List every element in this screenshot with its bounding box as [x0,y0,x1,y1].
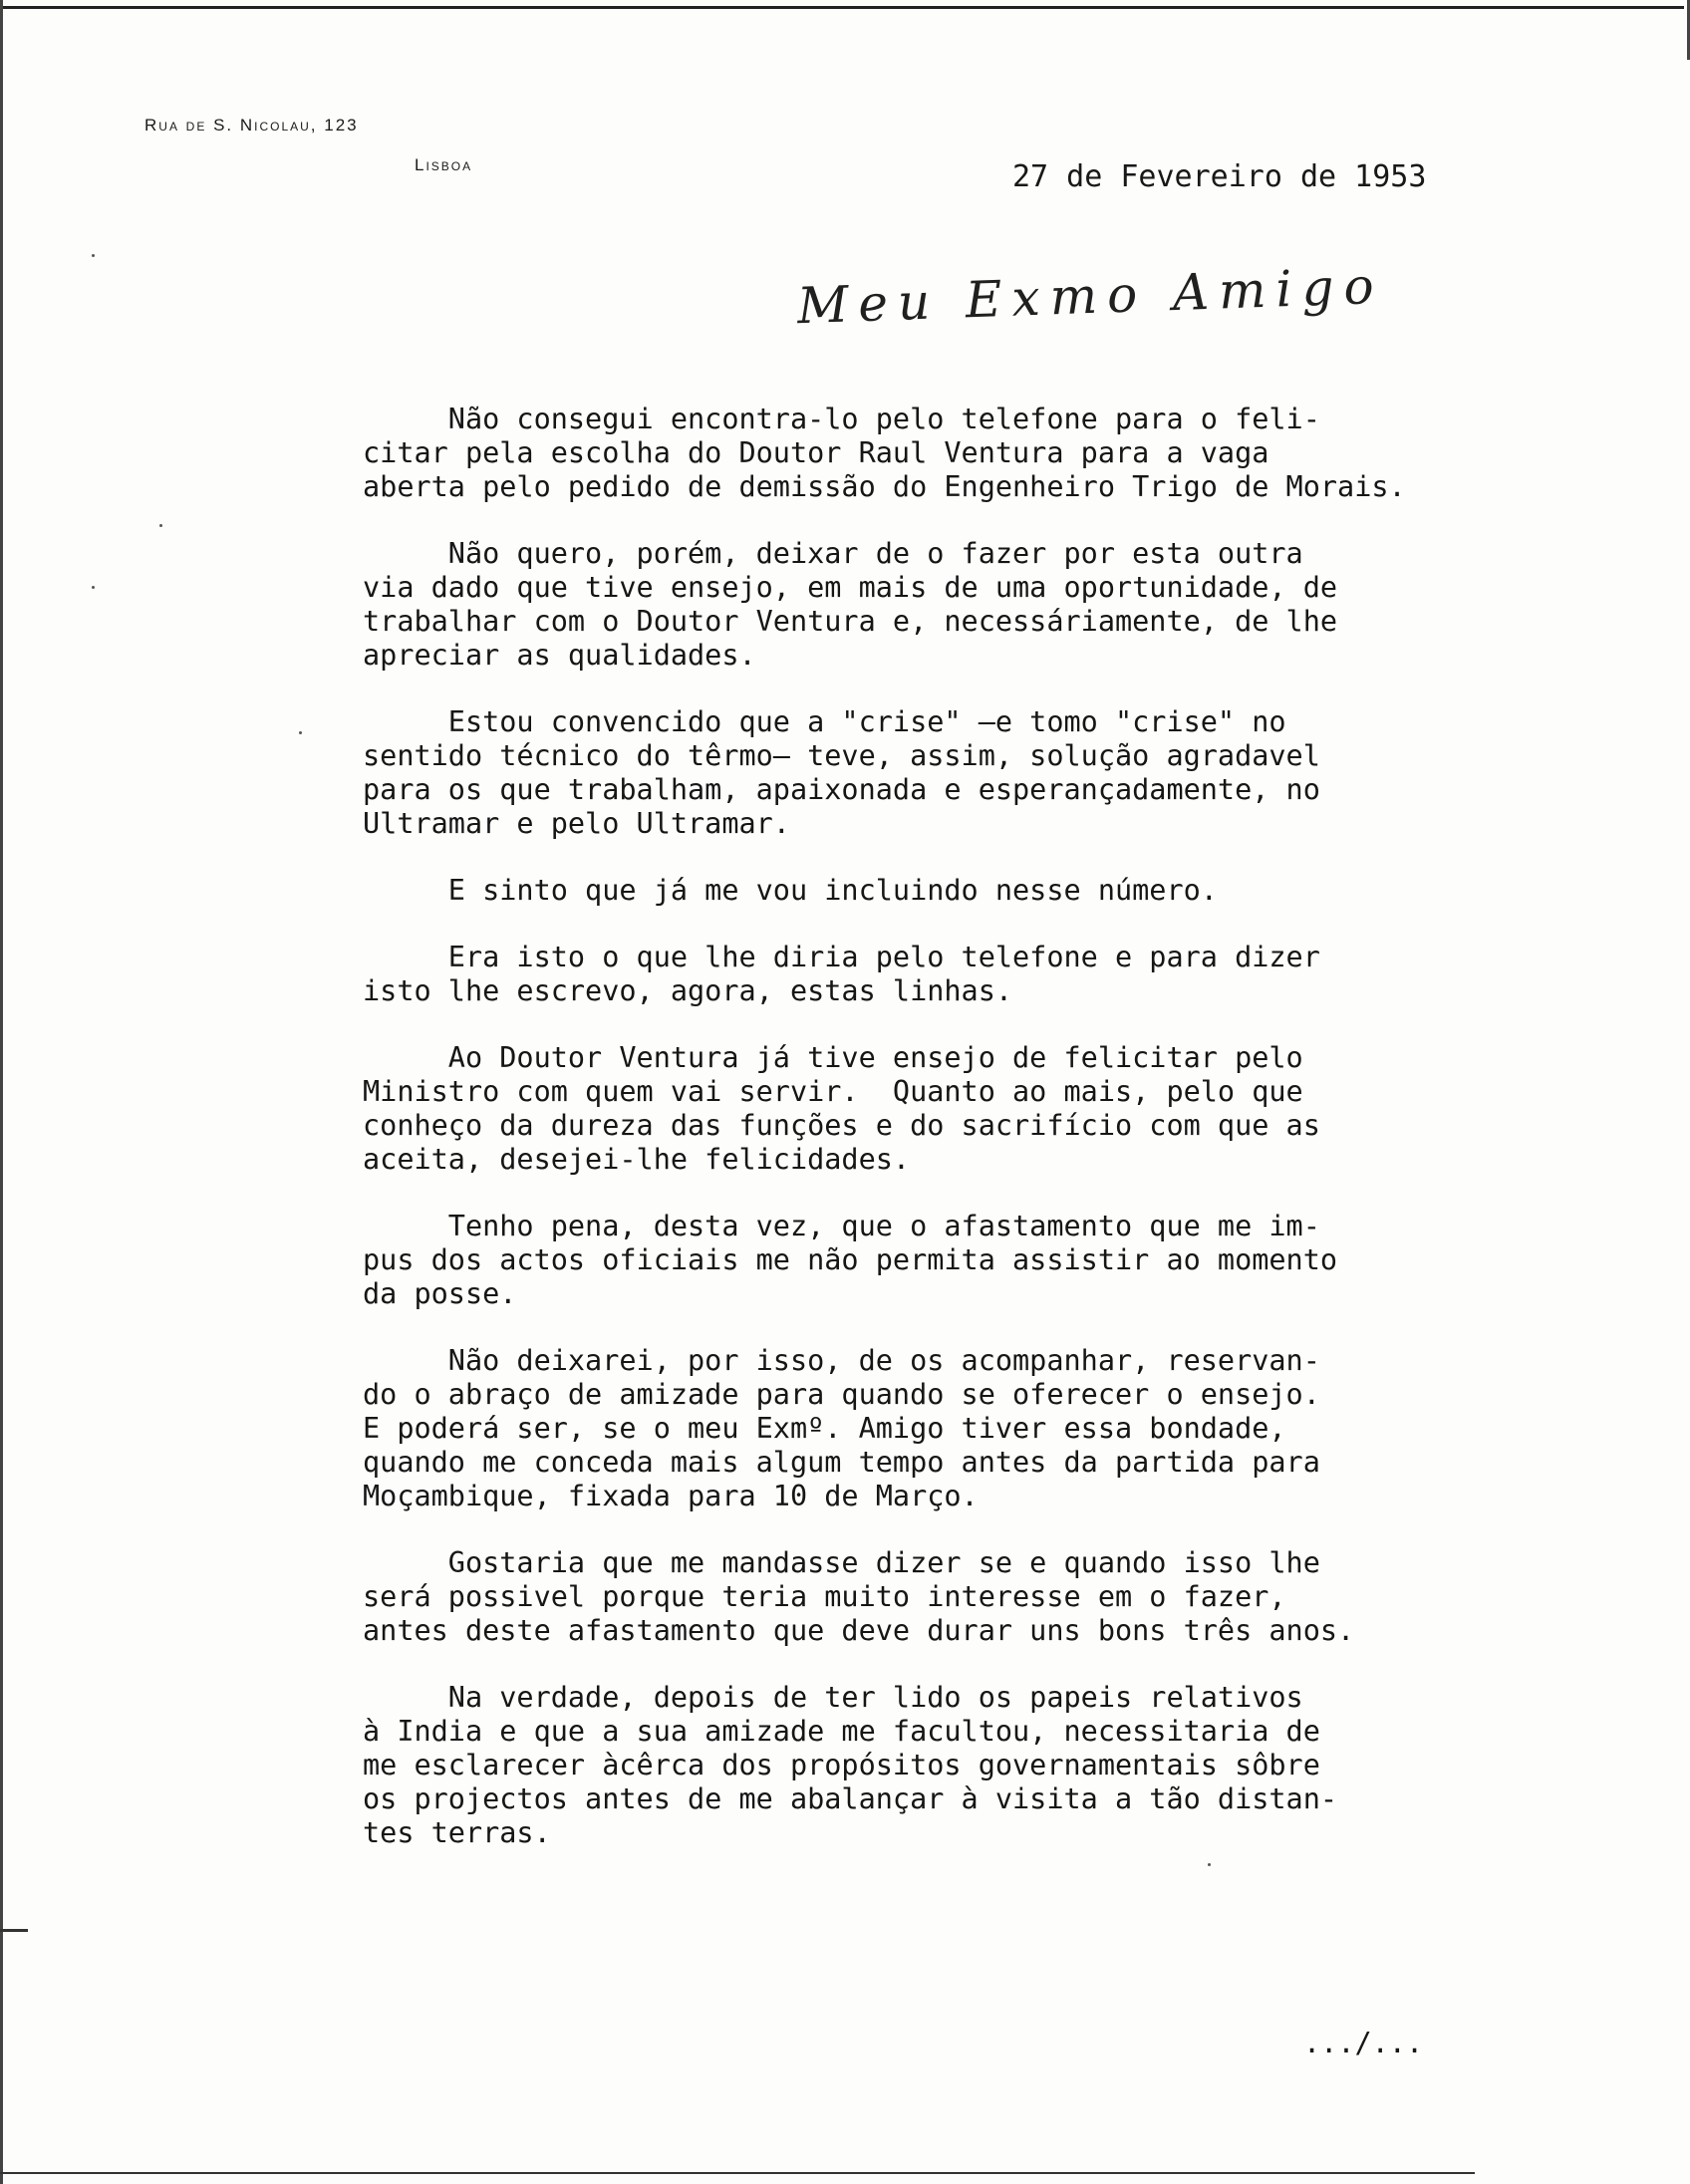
body-paragraph-6: Ao Doutor Ventura já tive ensejo de felicitar pelo Ministro com quem vai servir. Quanto ao mais, pelo que conheço da dureza das funções e do sacrifício com que as aceita, desejei-lhe felicidades. [363,1041,1320,1176]
body-paragraph-1: Não consegui encontra-lo pelo telefone para o feli- citar pela escolha do Doutor Raul Ventura para a vaga aberta pelo pedido de demissão do Engenheiro Trigo de Morais. [363,403,1406,503]
continuation-mark: .../... [1303,2027,1424,2059]
scan-edge-bottom [0,2172,1475,2174]
body-paragraph-4: E sinto que já me vou incluindo nesse número. [363,874,1218,907]
body-paragraph-8: Não deixarei, por isso, de os acompanhar, reservan- do o abraço de amizade para quando se oferecer o ensejo. E poderá ser, se o meu Exmº. Amigo tiver essa bondade, quando me conceda mais algum tempo antes da partida para Moçambique, fixada para 10 de Março. [363,1344,1320,1512]
body-paragraph-2: Não quero, porém, deixar de o fazer por esta outra via dado que tive ensejo, em mais de uma oportunidade, de trabalhar com o Doutor Ventura e, necessáriamente, de lhe apreciar as qualidades. [363,537,1338,672]
body-paragraph-10: Na verdade, depois de ter lido os papeis relativos à India e que a sua amizade me facultou, necessitaria de me esclarecer àcêrca dos propósitos governamentais sôbre os projectos antes de me abalançar à visita a tão distan- tes terras. [363,1681,1338,1849]
scan-edge-left [0,0,3,2184]
handwritten-salutation: Meu Exmo Amigo [796,256,1385,336]
letterhead-city: Lisboa [415,155,473,174]
body-paragraph-9: Gostaria que me mandasse dizer se e quando isso lhe será possivel porque teria muito interesse em o fazer, antes deste afastamento que deve durar uns bons três anos. [363,1546,1355,1647]
body-paragraph-3: Estou convencido que a "crise" —e tomo "crise" no sentido técnico do têrmo— teve, assim, solução agradavel para os que trabalham, apaixonada e esperançadamente, no Ultramar e pelo Ultramar. [363,705,1320,840]
letter-body [363,403,1578,1883]
scan-speck [92,254,95,257]
body-paragraph-5: Era isto o que lhe diria pelo telefone e para dizer isto lhe escrevo, agora, estas linhas. [363,941,1320,1007]
scan-speck [159,524,162,527]
scan-speck [92,586,95,589]
fold-mark [0,1929,28,1932]
body-paragraph-7: Tenho pena, desta vez, que o afastamento que me im- pus dos actos oficiais me não permita assistir ao momento da posse. [363,1210,1338,1310]
letter-date: 27 de Fevereiro de 1953 [1012,159,1427,194]
scan-speck [299,731,302,734]
letterhead-street: Rua de S. Nicolau, 123 [144,116,359,135]
scan-edge-top [0,6,1684,9]
